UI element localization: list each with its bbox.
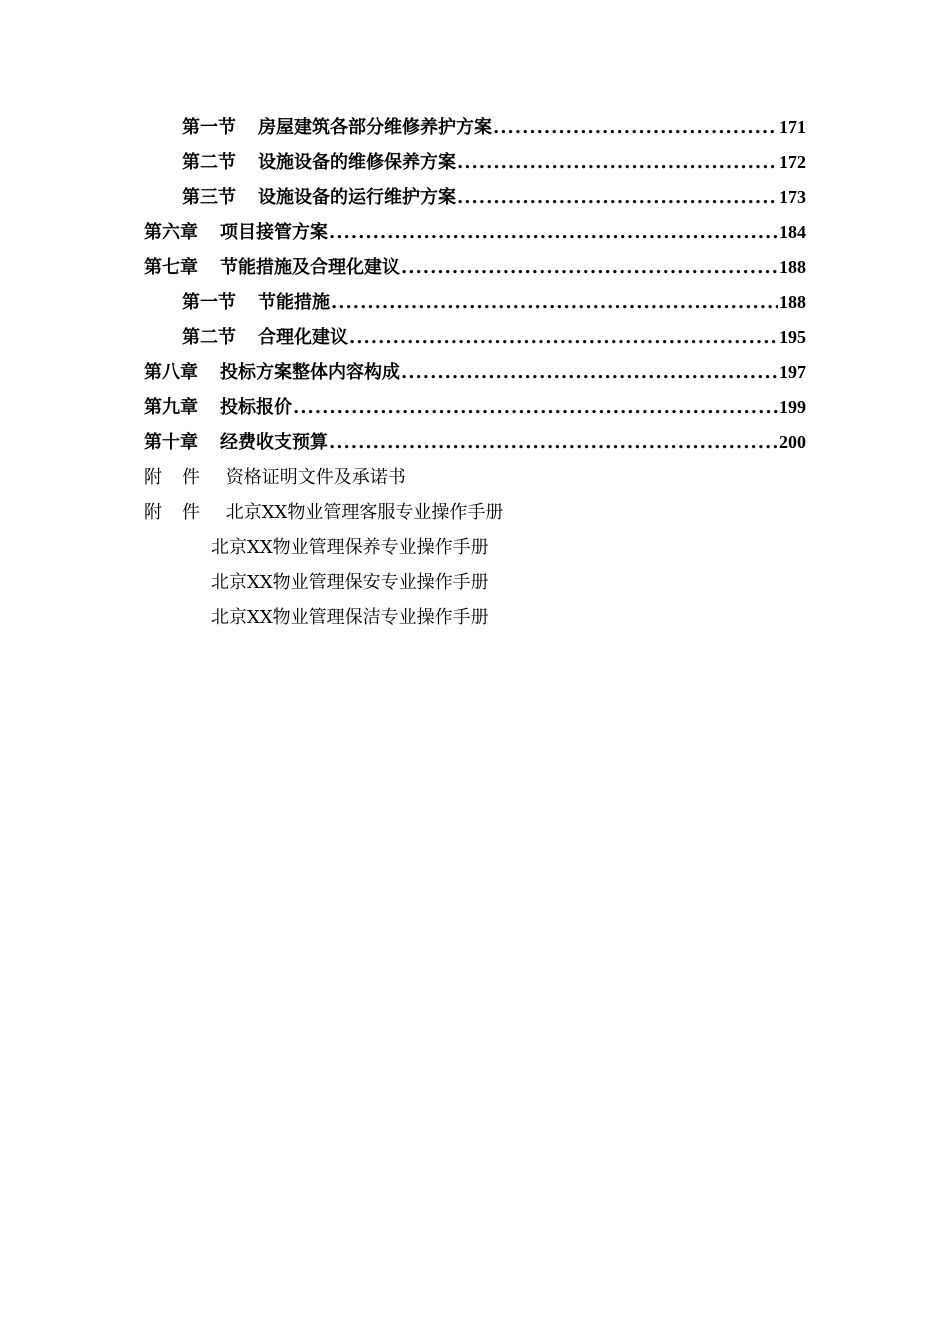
toc-title: 节能措施及合理化建议	[220, 257, 400, 278]
toc-label: 第一节	[182, 292, 236, 313]
dot-leader	[457, 180, 778, 215]
appendix-entry[interactable]	[0, 495, 950, 530]
toc-label: 第六章	[144, 222, 198, 243]
toc-entry[interactable]	[0, 390, 950, 425]
toc-label: 第二节	[182, 327, 236, 348]
appendix-label: 附件	[144, 467, 220, 488]
toc-label: 第八章	[144, 362, 198, 383]
dot-leader	[493, 110, 778, 145]
dot-leader	[401, 250, 778, 285]
appendix-entry[interactable]	[0, 460, 950, 495]
toc-entry[interactable]	[0, 110, 950, 145]
appendix-title: 北京XX物业管理客服专业操作手册	[225, 502, 504, 523]
toc-label: 第三节	[182, 187, 236, 208]
toc-title: 设施设备的运行维护方案	[258, 187, 456, 208]
dot-leader	[349, 320, 778, 355]
toc-page-number: 200	[779, 432, 806, 452]
manual-title: 北京XX物业管理保安专业操作手册	[211, 572, 489, 593]
manual-title: 北京XX物业管理保洁专业操作手册	[211, 607, 489, 628]
toc-entry[interactable]	[0, 250, 950, 285]
toc-entry[interactable]	[0, 320, 950, 355]
manual-entry[interactable]	[0, 600, 950, 635]
dot-leader	[329, 215, 778, 250]
toc-page-number: 199	[779, 397, 806, 417]
toc-label: 第九章	[144, 397, 198, 418]
toc-entry[interactable]	[0, 215, 950, 250]
toc-page-number: 195	[779, 327, 806, 347]
toc-label: 第十章	[144, 432, 198, 453]
toc-entry[interactable]	[0, 285, 950, 320]
dot-leader	[331, 285, 778, 320]
toc-title: 节能措施	[258, 292, 330, 313]
manual-entry[interactable]	[0, 565, 950, 600]
toc-label: 第七章	[144, 257, 198, 278]
toc-title: 合理化建议	[258, 327, 348, 348]
toc-entry[interactable]	[0, 145, 950, 180]
appendix-label: 附件	[144, 502, 220, 523]
toc-page-number: 173	[779, 187, 806, 207]
toc-page-number: 172	[779, 152, 806, 172]
toc-title: 设施设备的维修保养方案	[258, 152, 456, 173]
toc-page-number: 188	[779, 257, 806, 277]
toc-title: 经费收支预算	[220, 432, 328, 453]
toc-page-number: 184	[779, 222, 806, 242]
manual-title: 北京XX物业管理保养专业操作手册	[211, 537, 489, 558]
dot-leader	[329, 425, 778, 460]
toc-label: 第一节	[182, 117, 236, 138]
table-of-contents	[0, 110, 950, 635]
toc-page-number: 171	[779, 117, 806, 137]
toc-page-number: 188	[779, 292, 806, 312]
toc-page-number: 197	[779, 362, 806, 382]
dot-leader	[293, 390, 778, 425]
dot-leader	[457, 145, 778, 180]
toc-entry[interactable]	[0, 180, 950, 215]
toc-title: 房屋建筑各部分维修养护方案	[258, 117, 492, 138]
toc-entry[interactable]	[0, 355, 950, 390]
toc-title: 投标方案整体内容构成	[220, 362, 400, 383]
toc-title: 项目接管方案	[220, 222, 328, 243]
appendix-title: 资格证明文件及承诺书	[225, 467, 406, 488]
toc-entry[interactable]	[0, 425, 950, 460]
toc-title: 投标报价	[220, 397, 292, 418]
dot-leader	[401, 355, 778, 390]
manual-entry[interactable]	[0, 530, 950, 565]
toc-label: 第二节	[182, 152, 236, 173]
